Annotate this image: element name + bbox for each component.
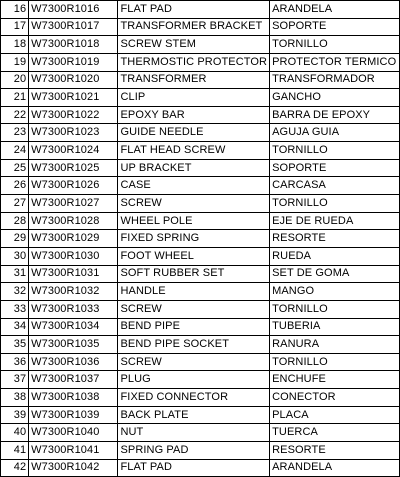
- table-row: [1, 318, 400, 336]
- row-number: 28: [1, 212, 29, 230]
- part-name-spanish: RUEDA: [270, 247, 400, 265]
- part-code: W7300R1018: [29, 36, 118, 54]
- table-row: [1, 106, 400, 124]
- part-name-english: SCREW: [118, 353, 270, 371]
- table-row: [1, 1, 400, 19]
- part-code: W7300R1038: [29, 389, 118, 407]
- row-number: 35: [1, 336, 29, 354]
- part-code: W7300R1032: [29, 283, 118, 301]
- row-number: 26: [1, 177, 29, 195]
- table-row: [1, 459, 400, 477]
- row-number: 25: [1, 159, 29, 177]
- row-number: 24: [1, 142, 29, 160]
- part-code: W7300R1031: [29, 265, 118, 283]
- part-code: W7300R1041: [29, 442, 118, 460]
- table-row: [1, 230, 400, 248]
- part-name-english: FLAT PAD: [118, 459, 270, 477]
- table-row: [1, 442, 400, 460]
- part-name-english: TRANSFORMER: [118, 71, 270, 89]
- part-name-spanish: TORNILLO: [270, 36, 400, 54]
- table-row: [1, 353, 400, 371]
- part-code: W7300R1027: [29, 195, 118, 213]
- part-name-spanish: RANURA: [270, 336, 400, 354]
- part-name-english: CLIP: [118, 89, 270, 107]
- part-name-spanish: PLACA: [270, 406, 400, 424]
- row-number: 22: [1, 106, 29, 124]
- row-number: 17: [1, 18, 29, 36]
- part-name-spanish: TORNILLO: [270, 353, 400, 371]
- part-name-spanish: TUERCA: [270, 424, 400, 442]
- part-name-english: BACK PLATE: [118, 406, 270, 424]
- part-code: W7300R1037: [29, 371, 118, 389]
- part-code: W7300R1021: [29, 89, 118, 107]
- part-name-spanish: EJE DE RUEDA: [270, 212, 400, 230]
- row-number: 27: [1, 195, 29, 213]
- table-row: [1, 283, 400, 301]
- part-name-english: SCREW: [118, 195, 270, 213]
- part-name-spanish: CARCASA: [270, 177, 400, 195]
- part-code: W7300R1039: [29, 406, 118, 424]
- part-name-spanish: TUBERIA: [270, 318, 400, 336]
- part-name-spanish: SOPORTE: [270, 18, 400, 36]
- part-name-english: SCREW: [118, 300, 270, 318]
- part-name-spanish: TORNILLO: [270, 195, 400, 213]
- row-number: 23: [1, 124, 29, 142]
- part-name-spanish: SOPORTE: [270, 159, 400, 177]
- row-number: 42: [1, 459, 29, 477]
- part-name-english: FLAT HEAD SCREW: [118, 142, 270, 160]
- table-row: [1, 71, 400, 89]
- part-name-english: FIXED SPRING: [118, 230, 270, 248]
- parts-table-body: [1, 1, 400, 477]
- row-number: 37: [1, 371, 29, 389]
- table-row: [1, 36, 400, 54]
- part-name-english: BEND PIPE: [118, 318, 270, 336]
- table-row: [1, 265, 400, 283]
- table-row: [1, 89, 400, 107]
- part-name-english: GUIDE NEEDLE: [118, 124, 270, 142]
- row-number: 32: [1, 283, 29, 301]
- table-row: [1, 406, 400, 424]
- row-number: 41: [1, 442, 29, 460]
- row-number: 38: [1, 389, 29, 407]
- part-name-spanish: TORNILLO: [270, 300, 400, 318]
- part-code: W7300R1022: [29, 106, 118, 124]
- table-row: [1, 212, 400, 230]
- table-row: [1, 18, 400, 36]
- part-name-spanish: GANCHO: [270, 89, 400, 107]
- part-code: W7300R1016: [29, 1, 118, 19]
- part-name-english: WHEEL POLE: [118, 212, 270, 230]
- part-name-spanish: SET DE GOMA: [270, 265, 400, 283]
- row-number: 30: [1, 247, 29, 265]
- part-code: W7300R1028: [29, 212, 118, 230]
- row-number: 19: [1, 53, 29, 71]
- part-code: W7300R1019: [29, 53, 118, 71]
- part-code: W7300R1023: [29, 124, 118, 142]
- table-row: [1, 371, 400, 389]
- part-code: W7300R1034: [29, 318, 118, 336]
- part-code: W7300R1017: [29, 18, 118, 36]
- table-row: [1, 389, 400, 407]
- part-code: W7300R1026: [29, 177, 118, 195]
- part-name-spanish: ENCHUFE: [270, 371, 400, 389]
- part-name-spanish: ARANDELA: [270, 1, 400, 19]
- part-code: W7300R1025: [29, 159, 118, 177]
- row-number: 20: [1, 71, 29, 89]
- part-code: W7300R1033: [29, 300, 118, 318]
- part-name-english: FIXED CONNECTOR: [118, 389, 270, 407]
- table-row: [1, 336, 400, 354]
- row-number: 18: [1, 36, 29, 54]
- table-row: [1, 424, 400, 442]
- table-row: [1, 195, 400, 213]
- part-name-spanish: TRANSFORMADOR: [270, 71, 400, 89]
- part-name-english: PLUG: [118, 371, 270, 389]
- part-name-spanish: ARANDELA: [270, 459, 400, 477]
- part-code: W7300R1020: [29, 71, 118, 89]
- part-code: W7300R1036: [29, 353, 118, 371]
- part-name-spanish: RESORTE: [270, 230, 400, 248]
- part-code: W7300R1035: [29, 336, 118, 354]
- part-name-spanish: CONECTOR: [270, 389, 400, 407]
- part-code: W7300R1040: [29, 424, 118, 442]
- part-name-english: UP BRACKET: [118, 159, 270, 177]
- part-name-english: SPRING PAD: [118, 442, 270, 460]
- row-number: 33: [1, 300, 29, 318]
- row-number: 39: [1, 406, 29, 424]
- part-code: W7300R1024: [29, 142, 118, 160]
- row-number: 40: [1, 424, 29, 442]
- table-row: [1, 124, 400, 142]
- part-name-english: EPOXY BAR: [118, 106, 270, 124]
- part-name-spanish: PROTECTOR TERMICO: [270, 53, 400, 71]
- part-name-spanish: AGUJA GUIA: [270, 124, 400, 142]
- row-number: 29: [1, 230, 29, 248]
- part-name-english: FOOT WHEEL: [118, 247, 270, 265]
- row-number: 21: [1, 89, 29, 107]
- part-name-english: THERMOSTIC PROTECTOR: [118, 53, 270, 71]
- part-code: W7300R1029: [29, 230, 118, 248]
- part-code: W7300R1042: [29, 459, 118, 477]
- part-name-spanish: BARRA DE EPOXY: [270, 106, 400, 124]
- part-name-english: BEND PIPE SOCKET: [118, 336, 270, 354]
- table-row: [1, 247, 400, 265]
- table-row: [1, 177, 400, 195]
- part-name-spanish: MANGO: [270, 283, 400, 301]
- part-name-english: HANDLE: [118, 283, 270, 301]
- table-row: [1, 300, 400, 318]
- part-name-english: SOFT RUBBER SET: [118, 265, 270, 283]
- row-number: 36: [1, 353, 29, 371]
- part-name-english: TRANSFORMER BRACKET: [118, 18, 270, 36]
- part-code: W7300R1030: [29, 247, 118, 265]
- part-name-english: CASE: [118, 177, 270, 195]
- part-name-english: FLAT PAD: [118, 1, 270, 19]
- table-row: [1, 159, 400, 177]
- part-name-english: SCREW STEM: [118, 36, 270, 54]
- part-name-english: NUT: [118, 424, 270, 442]
- part-name-spanish: RESORTE: [270, 442, 400, 460]
- row-number: 16: [1, 1, 29, 19]
- row-number: 31: [1, 265, 29, 283]
- row-number: 34: [1, 318, 29, 336]
- table-row: [1, 142, 400, 160]
- table-row: [1, 53, 400, 71]
- part-name-spanish: TORNILLO: [270, 142, 400, 160]
